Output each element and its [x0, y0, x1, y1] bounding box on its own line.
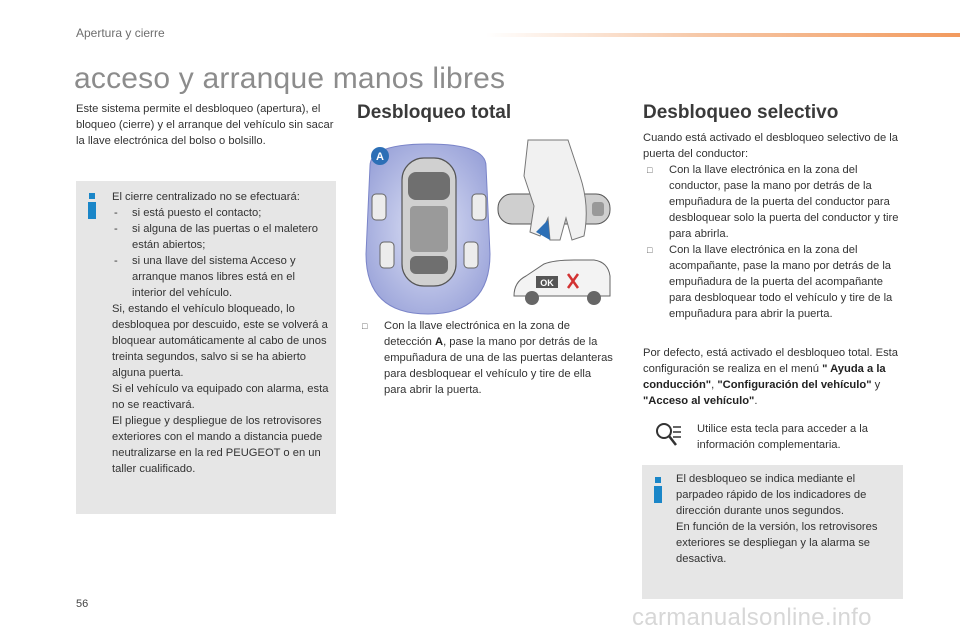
- page-title: acceso y arranque manos libres: [74, 62, 506, 95]
- default-setting-text: Por defecto, está activado el desbloqueo total. Esta configuración se realiza en el menú " Ayuda a la conducción", "Configuración del vehículo" y "Acceso al vehículo".: [643, 347, 898, 407]
- info-paragraph: Si, estando el vehículo bloqueado, lo desbloquea por descuido, este se volverá a bloquear automáticamente al cabo de unos treinta segundos, salvo si se ha abierto alguna puerta.: [112, 303, 328, 379]
- list-item: - si una llave del sistema Acceso y arranque manos libres está en el interior del vehículo.: [114, 255, 296, 299]
- bullet-icon: □: [647, 165, 653, 175]
- bullet-item: □ Con la llave electrónica en la zona del acompañante, pase la mano por detrás de la empuñadura de la puerta del acompañante para desbloquear todo el vehículo y tire de la empuñadura para abrir la puerta.: [647, 244, 893, 320]
- selective-lead: Cuando está activado el desbloqueo selectivo de la puerta del conductor:: [643, 132, 899, 160]
- car-top-view: [402, 158, 456, 286]
- car-side-view: [514, 260, 610, 305]
- hand-on-handle: [498, 140, 610, 240]
- info-icon: [86, 193, 98, 219]
- tip-text: Utilice esta tecla para acceder a la información complementaria.: [697, 423, 869, 451]
- unlock-illustration: [358, 136, 618, 316]
- svg-text:A: A: [376, 151, 384, 163]
- bullet-icon: □: [362, 321, 368, 331]
- info-box-2: [642, 465, 903, 599]
- info-paragraph: En función de la versión, los retrovisores exteriores se despliegan y la alarma se desactiva.: [676, 521, 878, 565]
- info-lead: El cierre centralizado no se efectuará:: [112, 191, 300, 203]
- bullet-item: □ Con la llave electrónica en la zona del conductor, pase la mano por detrás de la empuñadura de la puerta del conductor para desbloquear solo la puerta del conductor y tire para abrirla.: [647, 164, 899, 240]
- header-rule: [486, 33, 960, 37]
- heading-total-unlock: Desbloqueo total: [357, 102, 512, 123]
- magnifier-info-icon: [654, 421, 682, 447]
- svg-text:OK: OK: [540, 278, 554, 288]
- info-icon: [652, 477, 664, 503]
- heading-selective-unlock: Desbloqueo selectivo: [643, 102, 839, 123]
- info-paragraph: Si el vehículo va equipado con alarma, esta no se reactivará.: [112, 383, 329, 411]
- info-box: [76, 181, 336, 514]
- watermark: carmanualsonline.info: [632, 604, 872, 631]
- zone-a-badge: [371, 147, 389, 165]
- section-label: Apertura y cierre: [76, 26, 165, 40]
- info-paragraph: El pliegue y despliegue de los retrovisores exteriores con el mando a distancia puede neutralizarse en la red PEUGEOT o en un taller cualificado.: [112, 415, 323, 475]
- intro-paragraph: Este sistema permite el desbloqueo (apertura), el bloqueo (cierre) y el arranque del vehículo sin sacar la llave electrónica del bolso o bolsillo.: [76, 103, 334, 147]
- bullet-icon: □: [647, 245, 653, 255]
- list-item: - si alguna de las puertas o el maletero están abiertos;: [114, 223, 318, 251]
- info-paragraph: El desbloqueo se indica mediante el parpadeo rápido de los indicadores de dirección durante unos segundos.: [676, 473, 867, 517]
- page-number: 56: [76, 598, 89, 610]
- list-item: - si está puesto el contacto;: [114, 207, 262, 219]
- bullet-item: □ Con la llave electrónica en la zona de detección A, pase la mano por detrás de la empuñadura de una de las puertas delanteras para desbloquear el vehículo y tire de ella para abrir la puerta.: [362, 320, 613, 396]
